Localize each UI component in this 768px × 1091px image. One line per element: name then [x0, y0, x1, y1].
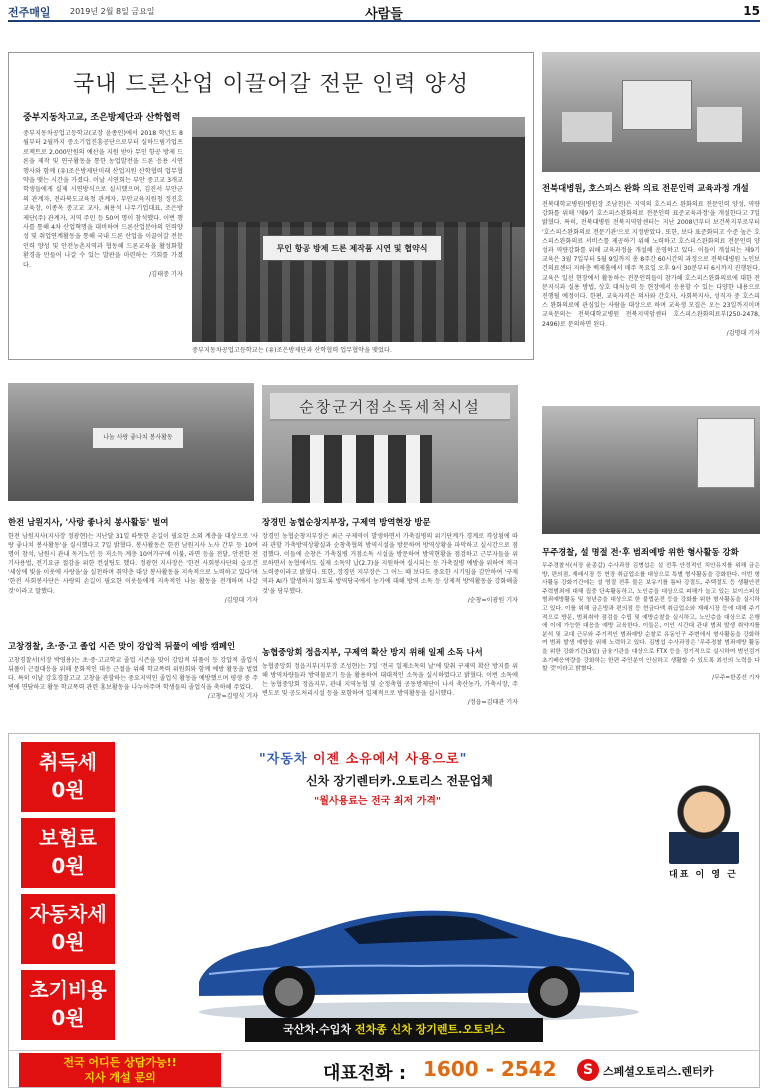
ad-phone-label: 대표전화 :	[323, 1063, 407, 1084]
gochang-article-text: 고창경찰서(서장 박영용)는 초·중·고교학교 졸업 시즌을 맞이 강압적 뒤풀이 등 강압적 졸업식 뒤풀이 근절대응을 위해 문화적인 대응 근절을 위해 학교폭력 위원회와 함께 예방 활동을 벌였다. 특히 이날 강호경찰고교 고창을 관할하는 중요지역인 졸업식 활동을 예방했으며 평생 중 주변에 면담하고 활동 학교폭력 관련 홍보활동을 나누어주며 학생들의 졸업식을 축하해 주었다.	[8, 657, 258, 692]
jeongeup-article-byline: /정읍=김태관 기자	[467, 699, 518, 707]
muju-photo	[542, 406, 760, 534]
photo-building	[192, 137, 525, 227]
hospital-article-title: 전북대병원, 호스피스 완화 의료 전문인력 교육과정 개설	[542, 183, 749, 193]
ad-badge-value: 0원	[51, 1006, 85, 1030]
newspaper-name: 전주매일	[8, 6, 51, 19]
ad-badge-insurance	[21, 818, 115, 888]
ad-badge-value: 0원	[51, 778, 85, 802]
ad-strip-yellow: 전차종 신차 장기렌트.오토리스	[354, 1023, 505, 1036]
main-article-photo	[192, 117, 525, 342]
ad-call-line1: 전국 어디든 상담가능!!	[63, 1056, 177, 1069]
main-article-text: 중부지동차공업고등학교(교장 윤종인)에서 2018 학년도 8월부터 2월까지 중소기업진흥공단으로부터 실하드림기업프로젝트로 2,000만원의 예산을 지원 받아 무인 항공 방제 드론을 제작 및 연구활동을 통한 농업발전을 드론 응용 시연 행사와 함께 (유)조은방제단미래 산업지원 산학협력 업무협약을 맺는 시간을 가졌다. 이날 시연회는 부안 중고교 3개교학생들에게 실제 시연방식으로 실시했으며, 김진서 부안군의 관계자, 전라북도교육청 관계자, 부안교육지원청 정진호 교육장, 이종옥 중고교 교사, 최용석 나무기업대표, 조은방제단(주) 관계자, 지역 주민 등 50여 명이 참석했다. 이번 행사를 통해 4차 산업혁명을 대비하여 드론산업분야의 인력양성 및 취업연계활동을 통해 국내 드론 산업을 이끌어갈 전문 인력 양성 및 안전농촌지역과 협동해 드론교육을 활성화할 환경을 만들어 나갈 수 있는 발판을 마련하는 기회를 가졌다.	[23, 130, 183, 269]
photo-building-left	[562, 112, 612, 142]
ad-contact-bar	[9, 1050, 760, 1088]
car-front-rim	[275, 978, 303, 1006]
sunchang-photo	[262, 385, 518, 503]
ad-car-types-strip	[245, 1018, 543, 1042]
kepco-article-text: 한전 남원지사(지사장 정광현)는 지난달 31일 따뜻한 손길이 필요한 소외 계층을 대상으로 '사랑 좋나치 봉사활동'을 실시했다고 7일 밝혔다. 봉사활동은 한전 남원지사 노사 간부 등 10여명이 참석, 남원시 관내 독거노인 등 저소득 계층 10여가구에 이불, 라면 등을 전달, 안전한 전기사용법, 전기요금 절감을 위한 컨설팅도 했다. 정광현 지사장은 '한전 사회봉사단의 슬로건 '세상에 빛을 이웃에 사랑을'을 실천하며 취약층 대상 봉사활동을 지속적으로 노력하고 있다'며 '한전 사회봉사단은 사랑의 손길이 필요한 이웃들에게 지속적인 나눔 활동을 전개하며 나갈 것'이라고 말했다.	[8, 533, 258, 595]
muju-article-byline: /무주=한종선 기자	[712, 674, 760, 681]
rental-car-advertisement	[8, 733, 760, 1088]
sunchang-photo-people	[292, 435, 432, 503]
ad-strip-white: 국산차.수입차	[283, 1023, 355, 1036]
main-article-subtitle: 중부지동차고교, 조은방제단과 산학협력	[23, 113, 181, 123]
ad-branch-inquiry	[19, 1053, 221, 1087]
gochang-article-body	[8, 656, 258, 701]
jeongeup-article-text: 농협중앙회 정읍지부(지부장 조성현)는 7일 '전국 일제소독의 날'에 맞춰 구제역 확산 방지를 위해 방역차량들과 방역물로기 등을 활용하여 대대적인 소독을 실시하였다고 밝혔다. 이번 소독에는 농협중앙회 정읍지부, 관내 지역농협 및 순정축협 공동방제단이 나서 축산농가, 가축시장, 주변도로 및 공도처리시설 등을 포함하여 일제적으로 방역활동을 실시했다.	[262, 663, 518, 698]
kepco-article-title: 한전 남원지사, '사랑 좋나치 봉사활동' 벌여	[8, 517, 169, 527]
ad-badge-label: 보험료	[39, 826, 97, 850]
gochang-article-byline: /고창=김영식 기자	[207, 693, 258, 701]
car-rear-rim	[540, 978, 568, 1006]
muju-article-title: 무주경찰, 설 명절 전·후 범죄예방 위한 형사활동 강화	[542, 547, 739, 557]
ad-phone-number: 1600 - 2542	[423, 1057, 557, 1081]
ad-badge-label: 자동차세	[29, 902, 107, 926]
ad-headline-right: "	[459, 752, 468, 767]
brand-logo-icon: S	[577, 1059, 599, 1081]
ad-headline	[259, 748, 467, 767]
ad-badge-acquisition-tax	[21, 742, 115, 812]
sunchang-article-text: 장경민 농협순창지부장은 최근 구제역이 발생하면서 가축질병의 위기단계가 경계로 격상됨에 따라 관할 가축방역상황실과 순창축협의 방역시설을 방문하여 방역상황을 파악하고 실시간으로 점검했다. 이들에 순창은 가축질병 거점소독 시설을 방문하여 방역현황을 점검하고 근무자들을 위로하면서 농협에서도 실제 소독약 납(2.7)을 지원하여 실시되는 등 가축질병 예방을 위하여 적극 노력중이라고 밝혔다. 또한, 장경민 지부장은 그 어느 때 보다도 중요한 시기임을 감안하여 '구제역과 AI가 발생하지 않도록 방역당국에서 농가에 대해 방역 소독 등 상제적 방역활동을 강화해줄 것'을 당부했다.	[262, 533, 518, 595]
ad-brand-name: 스페셜오토리스.렌터카	[603, 1065, 714, 1078]
jeongeup-article-title: 농협중앙회 정읍지부, 구제역 확산 방지 위해 일제 소독 나서	[262, 647, 483, 657]
kepco-article-byline: /김영대 기자	[224, 596, 258, 604]
main-article-body	[23, 129, 183, 280]
ad-call-line2: 지사 개설 문의	[84, 1071, 156, 1084]
section-title: 사람들	[365, 7, 403, 22]
ad-badge-label: 취득세	[39, 750, 97, 774]
kepco-photo	[8, 383, 254, 501]
main-photo-caption: 중부지동차공업고등학교는 (유)조은방제단과 산학협력 업무협약을 맺었다.	[192, 347, 392, 354]
main-article-title: 국내 드론산업 이끌어갈 전문 인력 양성	[73, 72, 469, 97]
photo-banner: 무인 항공 방제 드론 제작품 시연 및 협약식	[262, 235, 442, 261]
ad-headline-left: "자동차	[259, 752, 313, 767]
sunchang-article-title: 장경민 농협순창지부장, 구제역 방역현장 방문	[262, 517, 431, 527]
sports-car-image	[179, 874, 649, 1024]
sunchang-photo-sign: 순창군거점소독세척시설	[270, 393, 510, 421]
muju-article-body	[542, 562, 760, 682]
muju-article-text: 무주경찰서(서장 윤종갑) 수사과장 김병섭은 설 전후 안정적인 치안유지를 위해 금은방, 편의점, 재래시장 등 현장 취급업소를 대상으로 특별 형사활동을 강화한다. 이번 형사활동 강화기간에는 설 명절 전후 물은 보유기를 틈타 강절도, 주택절도 등 생활안전 주력범죄에 대해 집중 단속활동하고, 노인층을 대상으로 피해가 늘고 있는 보이스피싱 범죄예방활동 및 청년층을 대상으로 한 불법운전 등을 강화를 위한 형사활동을 실시하고 있다. 이를 위해 금은방과 편의점 등 현금다액 취급업소와 재래시장 등에 대해 주기적으로 방문, 범죄취약 점검을 수립 및 예방순찰을 실시하고, 노인층을 대상으로 은행에 이에 가능한 대응을 예방 교육한다. 이들은, 이인 시간대 관내 범죄 발생 취약지를 분석 및 교대 근무와 주기적인 범죄예방 순찰로 유동인구 주변에서 형사활동을 강화하여 범죄 발생 예방을 위해 노력하고 있다. 김병섭 수사과장은 '무주경찰 범죄예방 활동을 위한 강화기간(3일) 금융기관을 대상으로 FTX 등을 정기적으로 실시하여 범인검거 초기배응역량을 강화하는 한편 주민분이 안심하고 생활할 수 있도록 최선의 노력을 다할 것'이라고 밝혔다.	[542, 563, 760, 673]
kepco-photo-sign: 나눔 사랑 좋나치 봉사활동	[93, 428, 183, 448]
muju-photo-sign	[697, 418, 755, 488]
hospital-article-text: 전북대학교병원(병원장 조남천)은 지역의 호스피스 완화의료 전문인력 양성, 역량강화를 위해 '제9기 호스피스완화의료 전문인력 표준교육과정'을 개설한다고 7일 밝혔다. 특히, 전북대병원 전북지역암센터는 지난 2008년부터 보건복지부로부터 '호스피스완화의료 전문기관'으로 지정받았다. 또한, 보다 표준화되고 수준 높은 호스피스완화의료 서비스를 제공하기 위해 노력하고 호스피스완화의료 전문인력 양성과 역량강화를 위해 교육과정을 개설해 운영하고 있다. 이들이 개설되는 제9기 교육은 3월 7일부터 5월 9일까지 총 8주간 60시간의 과정으로 전북대병원 노인보건의료센터 지하층 백제홀에서 매주 목요일 오후 9시 30분부터 6시까지 진행된다. 교육은 일선 현장에서 활동하는 전문인력들이 참가해 호스피스완화의료에 대한 전문지식과 실용 방법, 상호 대처능력 등 현장에서 응용할 수 있는 다양한 내용으로 진행될 예정이다. 한편, 교육자격은 의사와 간호사, 사회복지사, 성직자 중 호스피스 완화의료에 관심있는 사람을 대상으로 하며 교육생 모집은 오는 23일까지이며 교육문의는 전북대학교병원 전북지역암센터 호스피스완화의료부(250-2478, 2496)로 문의하면 된다.	[542, 201, 760, 328]
hospital-article-byline: /김명대 기자	[726, 329, 760, 337]
ad-price-slogan: "월사용료는 전국 최저 가격"	[314, 796, 442, 807]
ad-badge-car-tax	[21, 894, 115, 964]
ad-headline-red: 이젠 소유에서 사용으로	[312, 752, 460, 767]
gochang-article-title: 고창경찰, 초·중·고 졸업 시즌 맞이 강압적 뒤풀이 예방 캠페인	[8, 641, 236, 651]
ad-badge-value: 0원	[51, 854, 85, 878]
kepco-article-body	[8, 532, 258, 605]
jeongeup-article-body	[262, 662, 518, 707]
page-number: 15	[743, 4, 760, 18]
ad-badge-label: 초기비용	[29, 978, 107, 1002]
ad-badge-value: 0원	[51, 930, 85, 954]
issue-date: 2019년 2월 8일 금요일	[70, 7, 155, 16]
hospital-article-body	[542, 200, 760, 338]
ad-badge-initial-cost	[21, 970, 115, 1040]
sunchang-article-body	[262, 532, 518, 605]
hospital-photo	[542, 52, 760, 172]
page-header	[8, 4, 760, 22]
photo-building-main	[622, 80, 692, 130]
ceo-name: 대표 이 영 근	[669, 870, 738, 880]
main-article-byline: /김태중 기자	[149, 271, 183, 279]
main-article	[8, 52, 534, 360]
hospital-article	[542, 52, 760, 392]
ceo-portrait	[669, 784, 739, 864]
sunchang-article-byline: /순창=이광원 기자	[467, 596, 518, 604]
photo-building-right	[697, 107, 742, 142]
ad-subheadline: 신차 장기렌터카.오토리스 전문업체	[306, 774, 493, 788]
